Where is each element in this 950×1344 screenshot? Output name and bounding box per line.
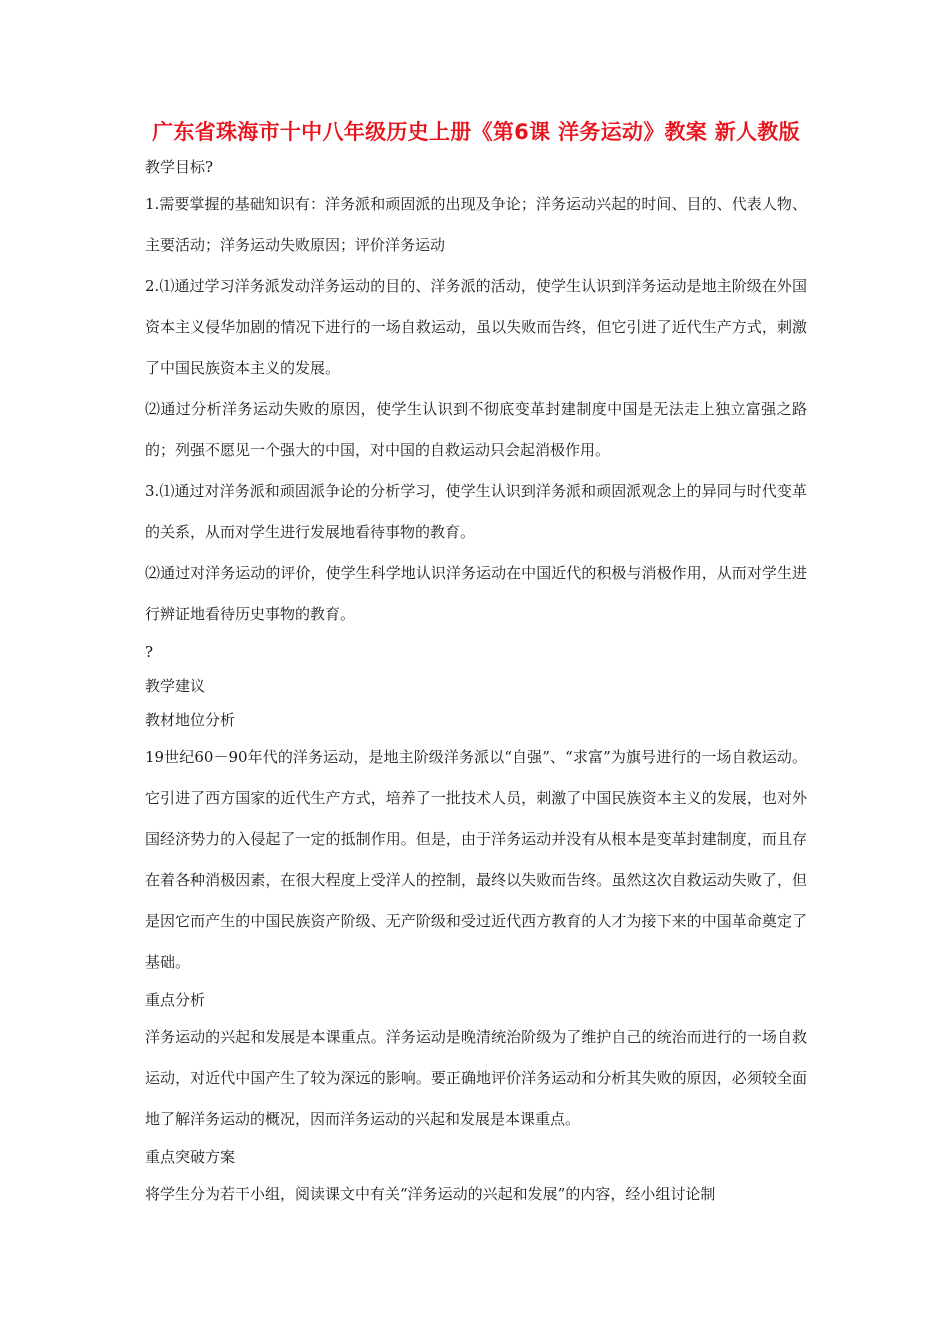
paragraph-objective-1: 1.需要掌握的基础知识有：洋务派和顽固派的出现及争论；洋务运动兴起的时间、目的、代表人物、主要活动；洋务运动失败原因；评价洋务运动 xyxy=(145,195,807,254)
paragraph-objective-2-1: 2.⑴通过学习洋务派发动洋务运动的目的、洋务派的活动，使学生认识到洋务运动是地主阶级在外国资本主义侵华加剧的情况下进行的一场自救运动，虽以失败而告终，但它引进了近代生产方式，刺激了中国民族资本主义的发展。 xyxy=(145,277,807,377)
paragraph-breakthrough: 将学生分为若干小组，阅读课文中有关“洋务运动的兴起和发展”的内容，经小组讨论制 xyxy=(145,1185,716,1203)
document-title: 广东省珠海市十中八年级历史上册《第6课 洋务运动》教案 新人教版 xyxy=(152,120,800,144)
paragraph-placeholder: ? xyxy=(145,643,154,661)
paragraph-material-position: 19世纪60－90年代的洋务运动，是地主阶级洋务派以“自强”、“求富”为旗号进行的一场自救运动。它引进了西方国家的近代生产方式，培养了一批技术人员，刺激了中国民族资本主义的发展，也对外国经济势力的入侵起了一定的抵制作用。但是，由于洋务运动并没有从根本是变革封建制度，而且存在着各种消极因素，在很大程度上受洋人的控制，最终以失败而告终。虽然这次自救运动失败了，但是因它而产生的中国民族资产阶级、无产阶级和受过近代西方教育的人才为接下来的中国革命奠定了基础。 xyxy=(145,748,807,971)
section-heading-key-analysis: 重点分析 xyxy=(145,991,206,1009)
section-heading-breakthrough: 重点突破方案 xyxy=(145,1148,236,1166)
paragraph-key-analysis: 洋务运动的兴起和发展是本课重点。洋务运动是晚清统治阶级为了维护自己的统治而进行的一场自救运动，对近代中国产生了较为深远的影响。要正确地评价洋务运动和分析其失败的原因，必须较全面地了解洋务运动的概况，因而洋务运动的兴起和发展是本课重点。 xyxy=(145,1028,807,1128)
section-heading-objectives: 教学目标? xyxy=(145,158,214,176)
paragraph-objective-3-1: 3.⑴通过对洋务派和顽固派争论的分析学习，使学生认识到洋务派和顽固派观念上的异同与时代变革的关系，从而对学生进行发展地看待事物的教育。 xyxy=(145,482,807,541)
paragraph-objective-2-2: ⑵通过分析洋务运动失败的原因，使学生认识到不彻底变革封建制度中国是无法走上独立富强之路的；列强不愿见一个强大的中国，对中国的自救运动只会起消极作用。 xyxy=(145,400,807,459)
document-page xyxy=(145,118,807,1215)
section-heading-material-position: 教材地位分析 xyxy=(145,711,236,729)
section-heading-suggestions: 教学建议 xyxy=(145,677,206,695)
paragraph-objective-3-2: ⑵通过对洋务运动的评价，使学生科学地认识洋务运动在中国近代的积极与消极作用，从而对学生进行辨证地看待历史事物的教育。 xyxy=(145,564,807,623)
